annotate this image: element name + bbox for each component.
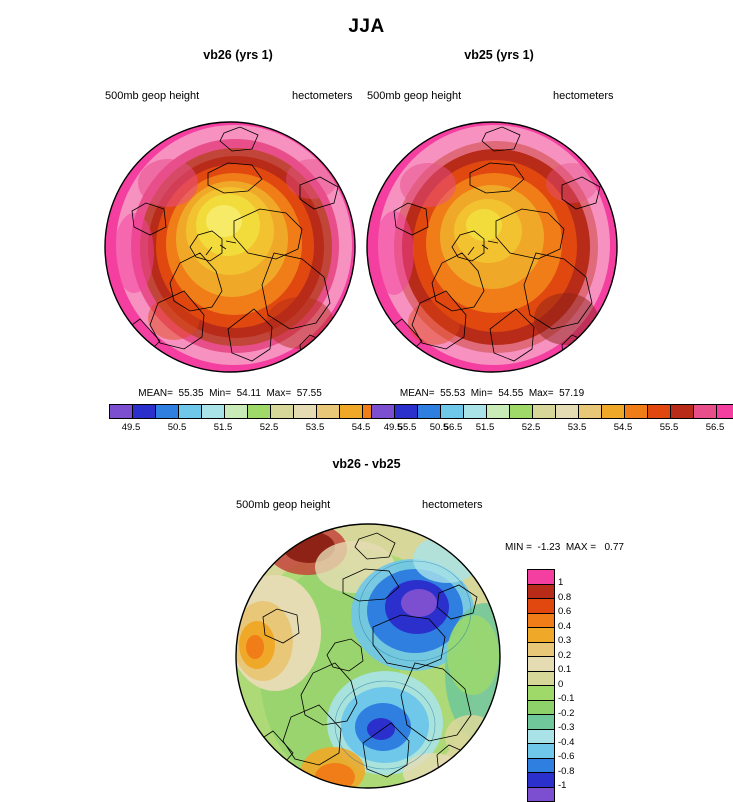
tick-label: 0.3 [558,635,572,646]
left-panel-field-label: 500mb geop height [105,90,200,102]
right-colorbar-ticks [370,422,733,433]
diff-polar-map [235,523,501,789]
left-panel-stats: MEAN= 55.35 Min= 54.11 Max= 57.55 [138,388,322,399]
tick-label: 52.5 [521,422,541,433]
tick-label: -0.4 [558,736,575,748]
tick-label: 50.5 [429,422,449,433]
diff-map-svg [235,523,501,789]
tick-label: 51.5 [213,422,233,433]
tick-label: -0.6 [558,751,575,762]
right-panel-field-label: 500mb geop height [367,90,462,102]
tick-label: -0.8 [558,765,575,777]
tick-label: 54.5 [613,422,633,433]
page-title: JJA [348,16,385,37]
tick-label: 53.5 [305,422,325,433]
diff-panel-title: vb26 - vb25 [332,457,401,471]
left-map-svg [104,113,356,381]
left-panel-units-label: hectometers [292,90,353,102]
tick-label: 53.5 [567,422,587,433]
left-panel-title: vb26 (yrs 1) [203,48,273,62]
left-polar-map [104,113,356,381]
tick-label: -0.3 [558,722,575,733]
tick-label: 0.2 [558,649,572,661]
tick-label: 0.1 [558,664,572,675]
right-panel-stats: MEAN= 55.53 Min= 54.55 Max= 57.19 [399,388,585,399]
diff-colorbar-ticks [558,569,575,791]
right-panel-title: vb25 (yrs 1) [464,48,534,62]
tick-label: -1 [558,780,567,791]
right-map-svg [366,113,618,381]
tick-label: 0.8 [558,591,572,603]
tick-label: 56.5 [705,422,725,433]
diff-panel-field-label: 500mb geop height [236,499,331,511]
tick-label: 54.5 [351,422,371,433]
tick-label: 55.5 [397,422,417,433]
tick-label: 55.5 [659,422,679,433]
tick-label: 51.5 [475,422,495,433]
tick-label: 49.5 [383,422,403,433]
tick-label: 49.5 [121,422,141,433]
diff-panel-units-label: hectometers [422,499,483,511]
right-panel-units-label: hectometers [553,90,614,102]
tick-label: -0.2 [558,707,575,719]
right-polar-map [366,113,618,381]
tick-label: 0.4 [558,620,572,632]
tick-label: 1 [558,577,564,588]
tick-label: 0 [558,678,564,690]
tick-label: 50.5 [167,422,187,433]
diff-panel-stats: MIN = -1.23 MAX = 0.77 [505,542,624,553]
tick-label: 52.5 [259,422,279,433]
diff-colorbar [527,569,555,802]
right-colorbar [371,404,733,419]
tick-label: 56.5 [443,422,463,433]
tick-label: 0.6 [558,606,572,617]
tick-label: -0.1 [558,693,575,704]
